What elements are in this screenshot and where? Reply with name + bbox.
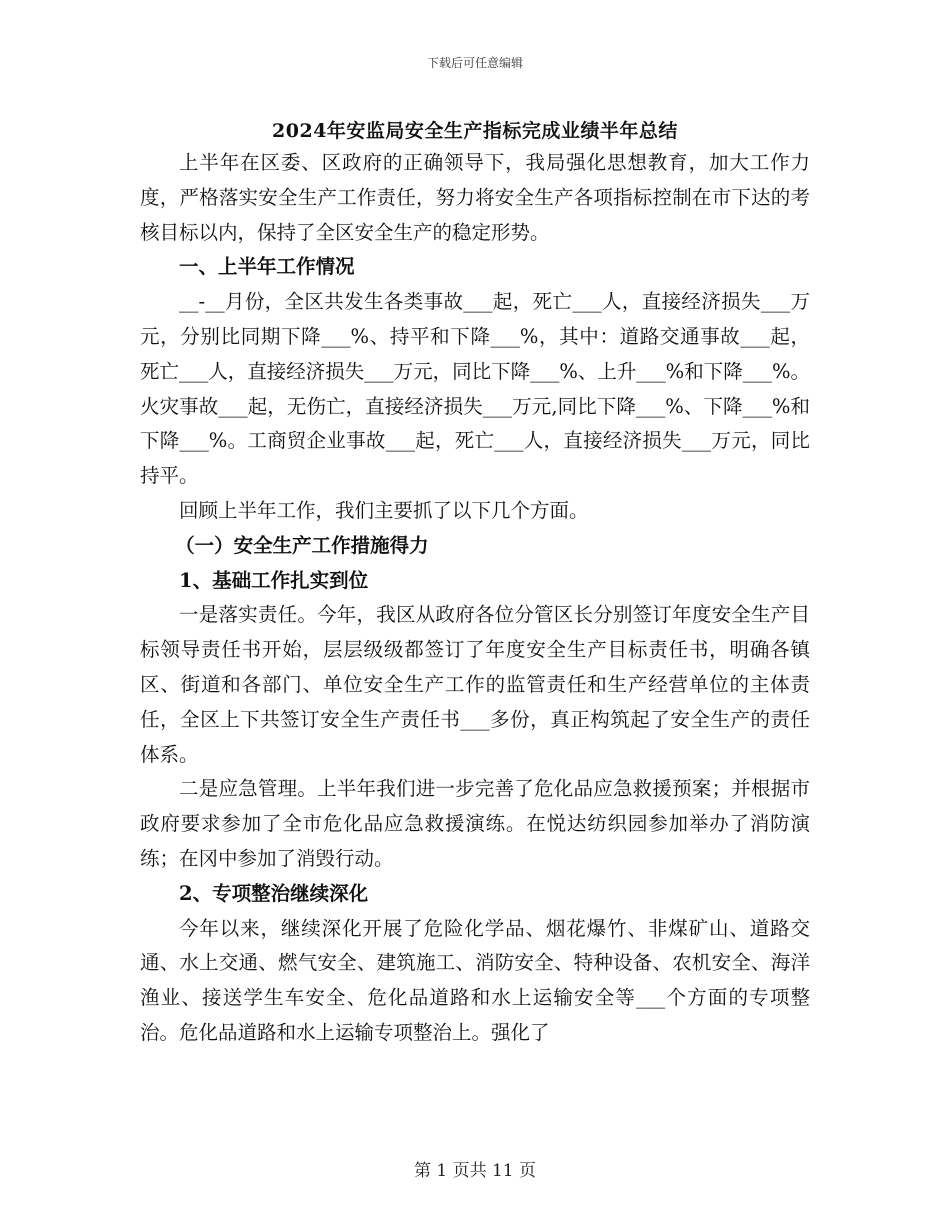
document-body — [140, 146, 810, 1051]
paragraph: 一是落实责任。今年，我区从政府各位分管区长分别签订年度安全生产目标领导责任书开始，层层级级都签订了年度安全生产目标责任书，明确各镇区、街道和各部门、单位安全生产工作的监管责任和生产经营单位的主体责任，全区上下共签订安全生产责任书___多份，真正构筑起了安全生产的责任体系。 — [140, 603, 810, 766]
document-title: 2024年安监局安全生产指标完成业绩半年总结 — [272, 120, 678, 142]
paragraph: 回顾上半年工作，我们主要抓了以下几个方面。 — [179, 498, 589, 522]
paragraph: 二是应急管理。上半年我们进一步完善了危化品应急救援预案；并根据市政府要求参加了全市危化品应急救援演练。在悦达纺织园参加举办了消防演练；在冈中参加了消毁行动。 — [140, 777, 810, 870]
paragraph: 今年以来，继续深化开展了危险化学品、烟花爆竹、非煤矿山、道路交通、水上交通、燃气安全、建筑施工、消防安全、特种设备、农机安全、海洋渔业、接送学生车安全、危化品道路和水上运输安全等___个方面的专项整治。危化品道路和水上运输专项整治上。强化了 — [140, 916, 810, 1044]
subsection-heading: （一）安全生产工作措施得力 — [175, 533, 429, 557]
page-footer: 第 1 页共 11 页 — [413, 1161, 537, 1181]
item-heading: 1、基础工作扎实到位 — [179, 568, 369, 592]
item-heading: 2、专项整治继续深化 — [179, 881, 369, 905]
section-heading: 一、上半年工作情况 — [179, 255, 355, 279]
header-note: 下载后可任意编辑 — [426, 56, 523, 70]
paragraph: __-__月份，全区共发生各类事故___起，死亡___人，直接经济损失___万元，分别比同期下降___%、持平和下降___%，其中：道路交通事故___起，死亡___人，直接经济损失___万元，同比下降___%、上升___%和下降___%。火灾事故___起，无伤亡，直接经济损失___万元,同比下降___%、下降___%和下降___%。工商贸企业事故___起，死亡___人，直接经济损失___万元，同比持平。 — [140, 290, 810, 488]
intro-paragraph: 上半年在区委、区政府的正确领导下，我局强化思想教育，加大工作力度，严格落实安全生产工作责任，努力将安全生产各项指标控制在市下达的考核目标以内，保持了全区安全生产的稳定形势。 — [140, 151, 810, 244]
